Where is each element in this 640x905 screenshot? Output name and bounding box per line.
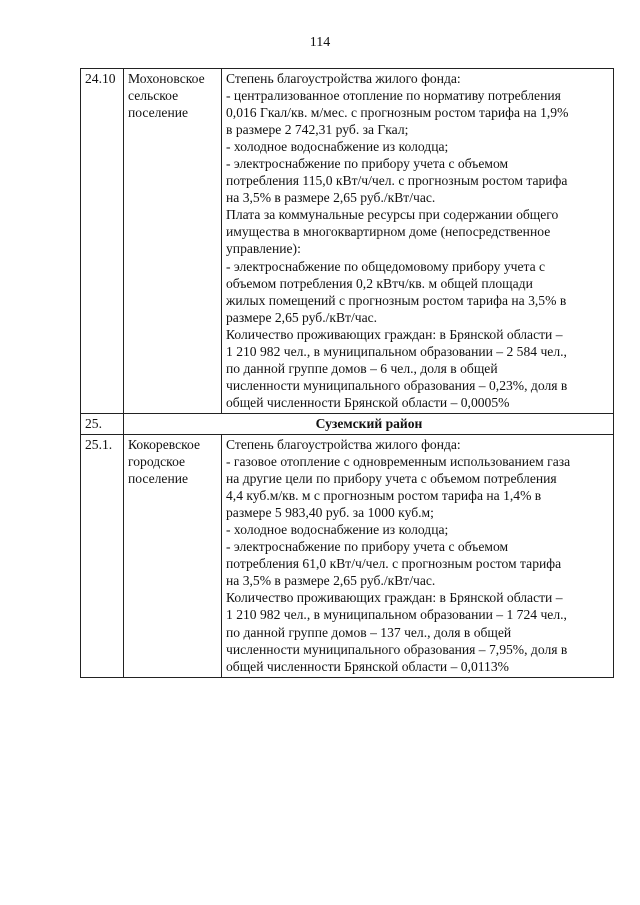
settlement-line: Мохоновское <box>128 71 205 86</box>
text-line: потребления 61,0 кВт/ч/чел. с прогнозным ростом тарифа <box>226 556 562 572</box>
text-line: - централизованное отопление по нормативу потребления <box>226 88 561 104</box>
description-cell <box>222 69 614 414</box>
text-line: на 3,5% в размере 2,65 руб./кВт/час. <box>226 573 436 589</box>
text-line: Степень благоустройства жилого фонда: <box>226 71 461 86</box>
tariff-table <box>80 68 614 678</box>
text-line: управление): <box>226 241 301 257</box>
settlement-line: сельское <box>128 88 179 104</box>
text-line: численности муниципального образования – 7,95%, доля в <box>226 641 568 657</box>
region-number: 25. <box>81 413 124 434</box>
text-line: 0,016 Гкал/кв. м/мес. с прогнозным ростом тарифа на 1,9% <box>226 105 569 121</box>
text-line: численности муниципального образования – 0,23%, доля в <box>226 377 568 393</box>
text-line: Плата за коммунальные ресурсы при содержании общего <box>226 207 559 223</box>
text-line: размере 2,65 руб./кВт/час. <box>226 309 378 325</box>
settlement-line: городское <box>128 454 186 470</box>
text-line: объемом потребления 0,2 кВтч/кв. м общей площади <box>226 275 533 291</box>
text-line: на другие цели по прибору учета с объемом потребления <box>226 471 557 487</box>
text-line: - электроснабжение по прибору учета с объемом <box>226 539 509 555</box>
text-line: Количество проживающих граждан: в Брянской области – <box>226 326 563 342</box>
text-line: - холодное водоснабжение из колодца; <box>226 522 449 538</box>
text-line: общей численности Брянской области – 0,0113% <box>226 658 509 674</box>
settlement-name <box>124 69 222 414</box>
text-line: Количество проживающих граждан: в Брянской области – <box>226 590 563 606</box>
text-line: по данной группе домов – 6 чел., доля в общей <box>226 360 498 376</box>
settlement-line: Кокоревское <box>128 436 201 452</box>
region-name: Суземский район <box>124 413 614 434</box>
text-line: - электроснабжение по общедомовому прибору учета с <box>226 258 546 274</box>
text-line: имущества в многоквартирном доме (непосредственное <box>226 224 551 240</box>
settlement-line: поселение <box>128 471 189 487</box>
text-line: 1 210 982 чел., в муниципальном образовании – 2 584 чел., <box>226 343 567 359</box>
description-cell <box>222 434 614 677</box>
text-line: - электроснабжение по прибору учета с объемом <box>226 156 509 172</box>
region-row <box>81 413 614 434</box>
text-line: потребления 115,0 кВт/ч/чел. с прогнозным ростом тарифа <box>226 173 568 189</box>
text-line: - холодное водоснабжение из колодца; <box>226 139 449 155</box>
settlement-name <box>124 434 222 677</box>
text-line: 4,4 куб.м/кв. м с прогнозным ростом тарифа на 1,4% в <box>226 488 542 504</box>
text-line: жилых помещений с прогнозным ростом тарифа на 3,5% в <box>226 292 567 308</box>
text-line: Степень благоустройства жилого фонда: <box>226 436 461 452</box>
row-number: 25.1. <box>81 434 124 677</box>
text-line: общей численности Брянской области – 0,0005% <box>226 394 510 410</box>
text-line: на 3,5% в размере 2,65 руб./кВт/час. <box>226 190 436 206</box>
text-line: размере 5 983,40 руб. за 1000 куб.м; <box>226 505 434 521</box>
table-row <box>81 434 614 677</box>
text-line: - газовое отопление с одновременным использованием газа <box>226 454 571 470</box>
text-line: 1 210 982 чел., в муниципальном образовании – 1 724 чел., <box>226 607 567 623</box>
page-number: 114 <box>309 35 331 50</box>
settlement-line: поселение <box>128 105 189 121</box>
text-line: по данной группе домов – 137 чел., доля в общей <box>226 624 512 640</box>
row-number: 24.10 <box>81 69 124 414</box>
text-line: в размере 2 742,31 руб. за Гкал; <box>226 122 409 138</box>
table-row <box>81 69 614 414</box>
